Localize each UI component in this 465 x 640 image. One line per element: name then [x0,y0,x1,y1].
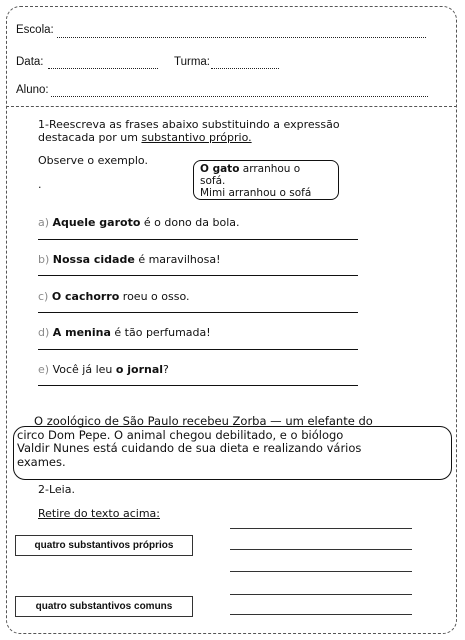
item-rest: é o dono da bola. [140,216,240,229]
text-line1: O zoológico de São Paulo recebeu Zorba — um elefante do [34,414,373,428]
example-line2: sofá. [200,175,226,187]
item-a [38,216,240,229]
item-letter: e) [38,363,50,376]
example-box [193,160,339,200]
aluno-field[interactable] [51,96,428,97]
observe-label: Observe o exemplo. [38,154,148,167]
answer-line-2[interactable] [230,549,412,550]
answer-line-4[interactable] [230,594,412,595]
instruction-line2: destacada por um [38,131,142,144]
answer-line-b[interactable] [38,275,358,276]
instruction-line1: 1-Reescreva as frases abaixo substituindo a expressão [38,118,340,131]
escola-field[interactable] [57,37,426,38]
proper-nouns-box: quatro substantivos próprios [15,535,193,556]
exercise2-title: 2-Leia. [38,483,75,496]
item-b [38,253,221,266]
turma-field[interactable] [211,68,279,69]
exercise2-instruction: Retire do texto acima: [38,507,160,520]
exercise1-instruction [38,118,340,144]
item-pre: Você já leu [52,363,116,376]
data-field[interactable] [48,68,158,69]
item-rest: é maravilhosa! [134,253,221,266]
answer-line-a[interactable] [38,239,358,240]
item-rest: ? [163,363,169,376]
data-label: Data: [16,56,44,68]
item-e [38,363,169,376]
item-bold: o jornal [115,363,164,376]
header-separator [6,106,457,107]
text-line2: circo Dom Pepe. O animal chegou debilitado, e o biólogo [17,427,344,442]
turma-label: Turma: [174,56,210,68]
answer-line-e[interactable] [38,385,358,386]
common-nouns-box: quatro substantivos comuns [15,596,193,617]
example-bold: O gato [200,163,240,175]
item-letter: b) [38,253,50,266]
answer-line-5[interactable] [230,614,412,615]
answer-line-3[interactable] [230,571,412,572]
item-bold: Nossa cidade [52,253,135,266]
answer-line-c[interactable] [38,312,358,313]
item-letter: d) [38,326,50,339]
item-rest: é tão perfumada! [110,326,211,339]
text-line4: exames. [17,454,66,469]
answer-line-1[interactable] [230,528,412,529]
answer-line-d[interactable] [38,349,358,350]
item-c [38,290,190,303]
item-letter: c) [38,290,49,303]
item-bold: A menina [52,326,111,339]
text-passage [14,415,456,469]
example-rest: arranhou o [239,163,301,175]
item-bold: O cachorro [51,290,120,303]
item-rest: roeu o osso. [119,290,190,303]
example-line3: Mimi arranhou o sofá [200,187,312,199]
escola-label: Escola: [16,24,54,36]
item-d [38,326,211,339]
aluno-label: Aluno: [16,84,49,96]
instruction-underlined: substantivo próprio. [141,131,252,144]
item-letter: a) [38,216,50,229]
dot-mark: . [38,178,42,191]
item-bold: Aquele garoto [52,216,141,229]
text-line3: Valdir Nunes está cuidando de sua dieta e realizando vários [17,441,362,455]
